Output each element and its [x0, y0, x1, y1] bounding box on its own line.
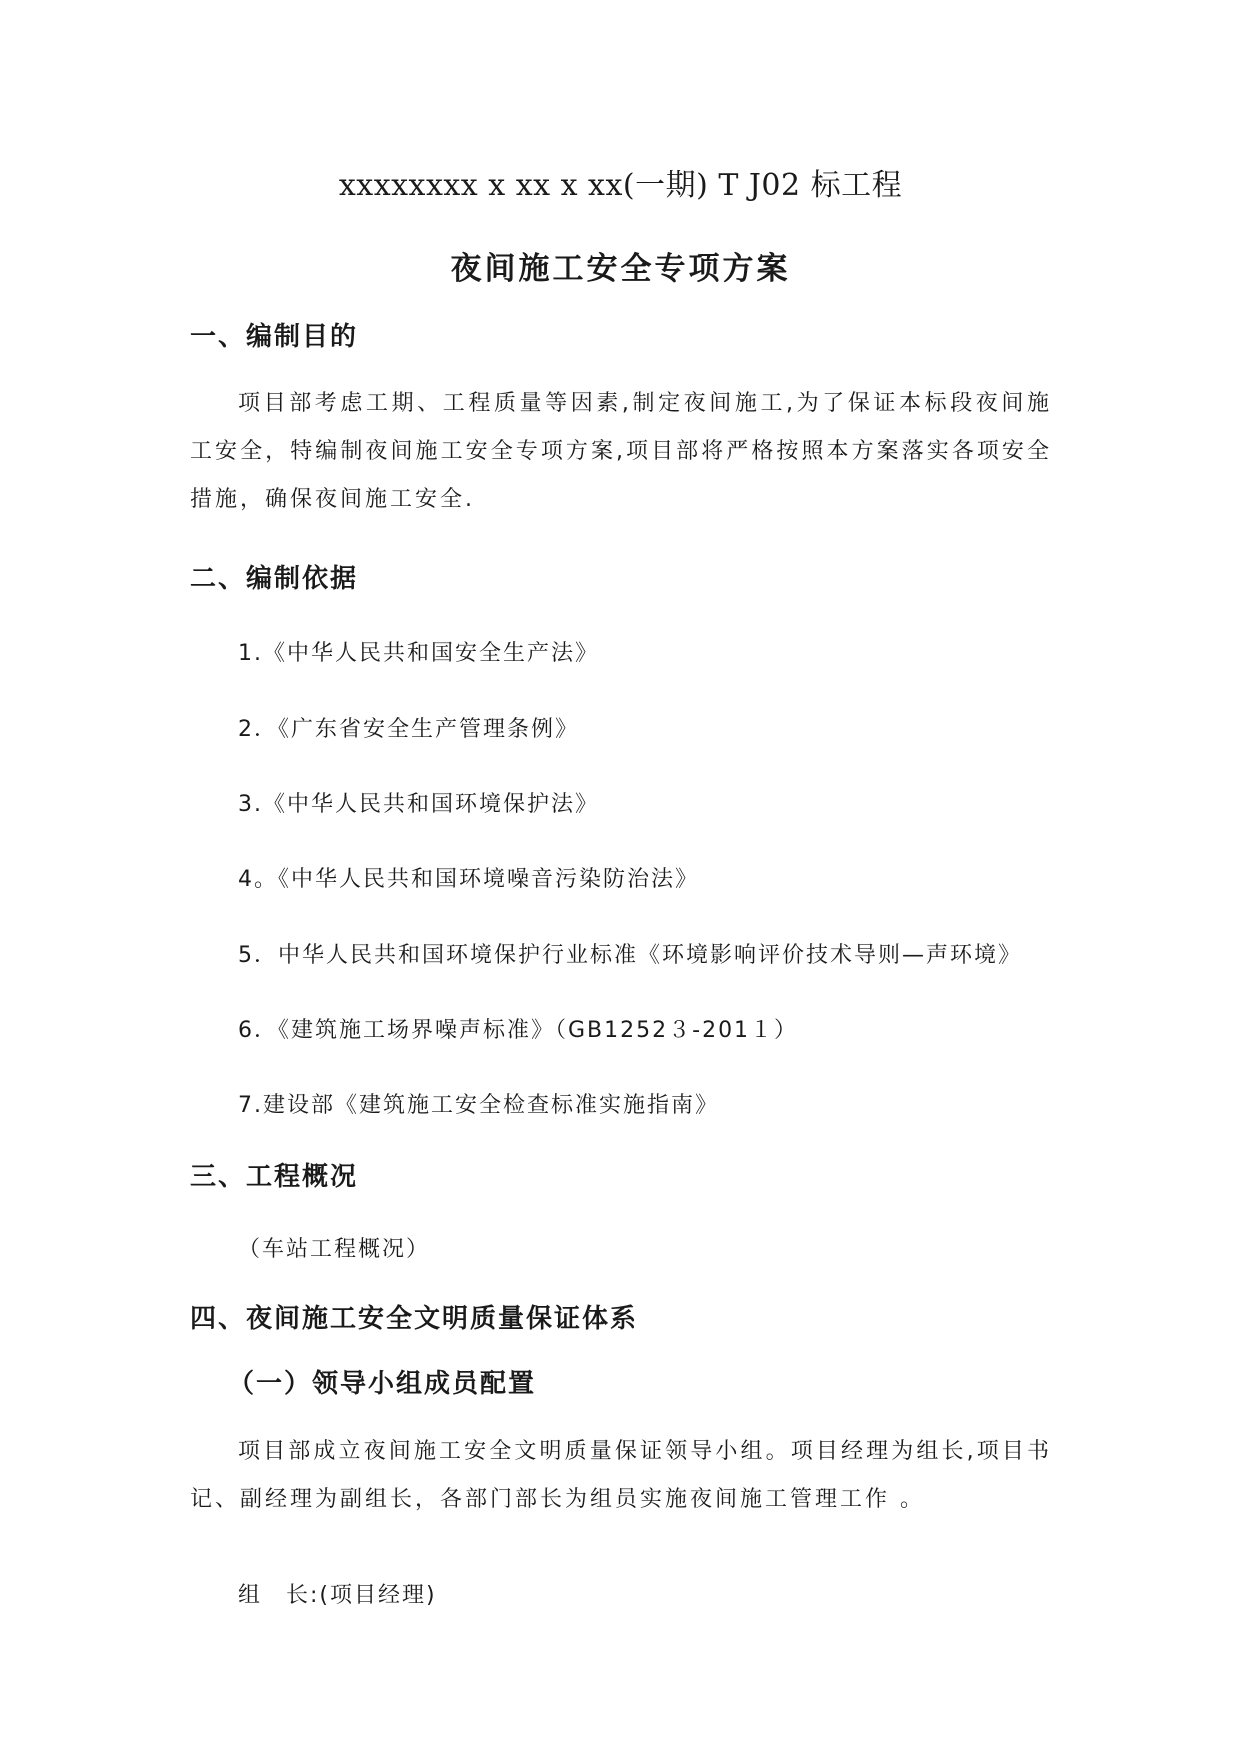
section-heading-system: 四、夜间施工安全文明质量保证体系 — [190, 1304, 639, 1334]
leadership-paragraph: 项目部成立夜间施工安全文明质量保证领导小组。项目经理为组长,项目书记、副经理为副组长，各部门部长为组员实施夜间施工管理工作 。 — [190, 1439, 1052, 1512]
basis-item: 4。《中华人民共和国环境噪音污染防治法》 — [238, 867, 699, 892]
document-title-line2: 夜间施工安全专项方案 — [450, 251, 791, 287]
overview-text: （车站工程概况） — [238, 1237, 431, 1262]
leader-line: 组 长:(项目经理) — [238, 1583, 437, 1608]
section-heading-purpose: 一、编制目的 — [190, 322, 359, 352]
purpose-paragraph: 项目部考虑工期、工程质量等因素,制定夜间施工,为了保证本标段夜间施工安全，特编制夜间施工安全专项方案,项目部将严格按照本方案落实各项安全措施，确保夜间施工安全. — [190, 391, 1052, 512]
basis-item: 1.《中华人民共和国安全生产法》 — [238, 641, 599, 666]
basis-item: 7.建设部《建筑施工安全检查标准实施指南》 — [238, 1093, 719, 1118]
subsection-heading-leadership: （一）领导小组成员配置 — [228, 1369, 537, 1399]
document-title-line1: xxxxxxxx x xx x xx(一期) T J02 标工程 — [338, 168, 903, 203]
basis-item: 3.《中华人民共和国环境保护法》 — [238, 792, 599, 817]
section-heading-overview: 三、工程概况 — [190, 1162, 359, 1192]
section-heading-basis: 二、编制依据 — [190, 564, 359, 594]
basis-item: 2．《广东省安全生产管理条例》 — [238, 717, 579, 742]
basis-item: 6．《建筑施工场界噪声标准》（GB1252３-201１） — [238, 1018, 799, 1043]
basis-item: 5．中华人民共和国环境保护行业标准《环境影响评价技术导则—声环境》 — [238, 943, 1022, 968]
